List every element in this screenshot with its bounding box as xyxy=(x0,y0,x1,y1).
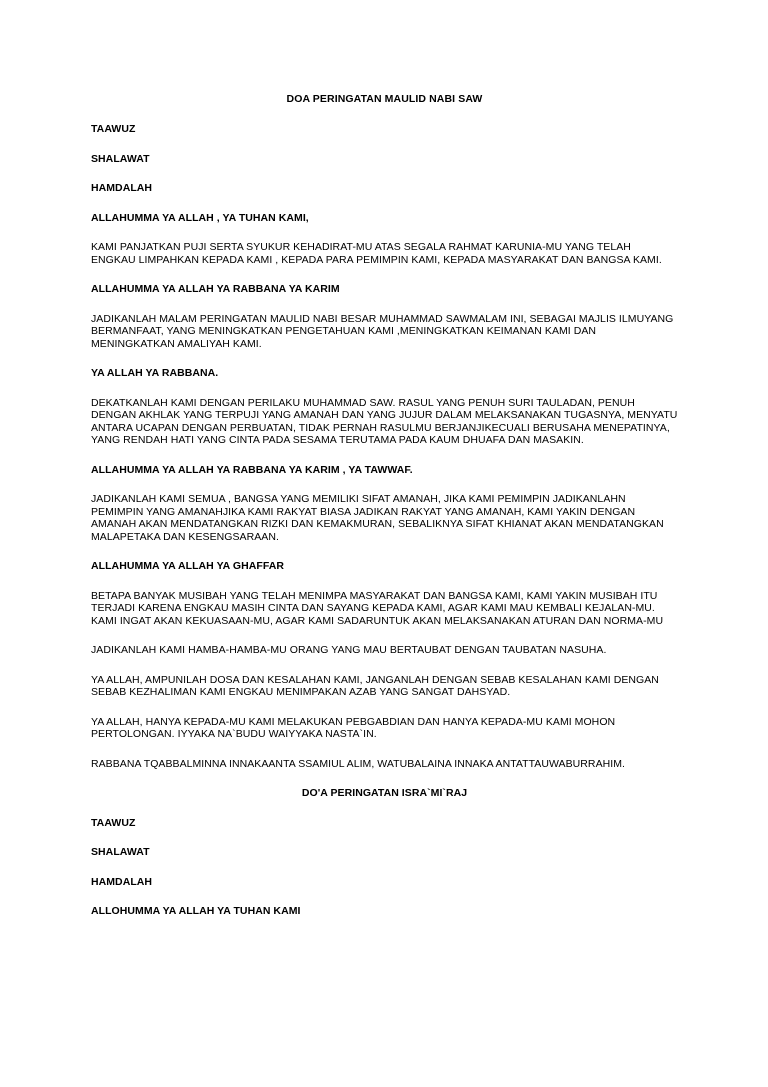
paragraph: DEKATKANLAH KAMI DENGAN PERILAKU MUHAMMAD SAW. RASUL YANG PENUH SURI TAULADAN, PENUH DENGAN AKHLAK YANG TERPUJI YANG AMANAH DAN YANG JUJUR DALAM MELAKSANAKAN TUGASNYA, MENYATU ANTARA UCAPAN DENGAN PERBUATAN, TIDAK PERNAH RASULMU BERJANJIKECUALI BERUSAHA MENEPATINYA, YANG RENDAH HATI YANG CINTA PADA SESAMA TERUTAMA PADA KAUM DHUAFA DAN MASAKIN. xyxy=(91,396,678,446)
section-heading: SHALAWAT xyxy=(91,846,150,858)
section-heading: ALLAHUMMA YA ALLAH YA RABBANA YA KARIM xyxy=(91,283,340,295)
section-heading: ALLAHUMMA YA ALLAH , YA TUHAN KAMI, xyxy=(91,211,309,224)
paragraph: JADIKANLAH KAMI HAMBA-HAMBA-MU ORANG YANG MAU BERTAUBAT DENGAN TAUBATAN NASUHA. xyxy=(91,644,607,656)
document-title: DOA PERINGATAN MAULID NABI SAW xyxy=(286,93,483,105)
paragraph: BETAPA BANYAK MUSIBAH YANG TELAH MENIMPA MASYARAKAT DAN BANGSA KAMI, KAMI YAKIN MUSIBAH ITU TERJADI KARENA ENGKAU MASIH CINTA DAN SAYANG KEPADA KAMI, AGAR KAMI MAU KEMBALI KEJALAN-MU. KAMI INGAT AKAN KEKUASAAN-MU, AGAR KAMI SADARUNTUK AKAN MELAKSANAKAN ATURAN DAN NORMA-MU xyxy=(91,589,664,627)
paragraph: JADIKANLAH KAMI SEMUA , BANGSA YANG MEMILIKI SIFAT AMANAH, JIKA KAMI PEMIMPIN JADIKANLAHN PEMIMPIN YANG AMANAHJIKA KAMI RAKYAT BIASA JADIKAN RAKYAT YANG AMANAH, KAMI YAKIN DENGAN AMANAH AKAN MENDATANGKAN RIZKI DAN KEMAKMURAN, SEBALIKNYA SIFAT KHIANAT AKAN MENDATANGKAN MALAPETAKA DAN KESENGSARAAN. xyxy=(91,493,664,543)
section-heading: DO'A PERINGATAN ISRA`MI`RAJ xyxy=(301,787,468,799)
section-heading: SHALAWAT xyxy=(91,152,150,165)
section-heading: ALLOHUMMA YA ALLAH YA TUHAN KAMI xyxy=(91,905,301,917)
section-heading: TAAWUZ xyxy=(91,816,136,829)
paragraph: JADIKANLAH MALAM PERINGATAN MAULID NABI BESAR MUHAMMAD SAWMALAM INI, SEBAGAI MAJLIS ILMUYANG BERMANFAAT, YANG MENINGKATKAN PENGETAHUAN KAMI ,MENINGKATKAN KEIMANAN KAMI DAN MENINGKATKAN AMALIYAH KAMI. xyxy=(91,312,674,350)
paragraph: RABBANA TQABBALMINNA INNAKAANTA SSAMIUL ALIM, WATUBALAINA INNAKA ANTATTAUWABURRAHIM. xyxy=(91,757,625,770)
section-heading: HAMDALAH xyxy=(91,875,153,888)
section-heading: ALLAHUMMA YA ALLAH YA GHAFFAR xyxy=(91,560,284,572)
document-body xyxy=(91,123,678,918)
section-heading: HAMDALAH xyxy=(91,182,153,194)
paragraph: YA ALLAH, AMPUNILAH DOSA DAN KESALAHAN KAMI, JANGANLAH DENGAN SEBAB KESALAHAN KAMI DENGAN SEBAB KEZHALIMAN KAMI ENGKAU MENIMPAKAN AZAB YANG SANGAT DAHSYAD. xyxy=(91,673,659,698)
paragraph: YA ALLAH, HANYA KEPADA-MU KAMI MELAKUKAN PEBGABDIAN DAN HANYA KEPADA-MU KAMI MOHON PERTOLONGAN. IYYAKA NA`BUDU WAIYYAKA NASTA`IN. xyxy=(91,715,616,740)
paragraph: KAMI PANJATKAN PUJI SERTA SYUKUR KEHADIRAT-MU ATAS SEGALA RAHMAT KARUNIA-MU YANG TELAH ENGKAU LIMPAHKAN KEPADA KAMI , KEPADA PARA PEMIMPIN KAMI, KEPADA MASYARAKAT DAN BANGSA KAMI. xyxy=(91,241,662,266)
section-heading: ALLAHUMMA YA ALLAH YA RABBANA YA KARIM , YA TAWWAF. xyxy=(91,463,413,476)
section-heading: TAAWUZ xyxy=(91,123,136,135)
section-heading: YA ALLAH YA RABBANA. xyxy=(91,367,219,379)
